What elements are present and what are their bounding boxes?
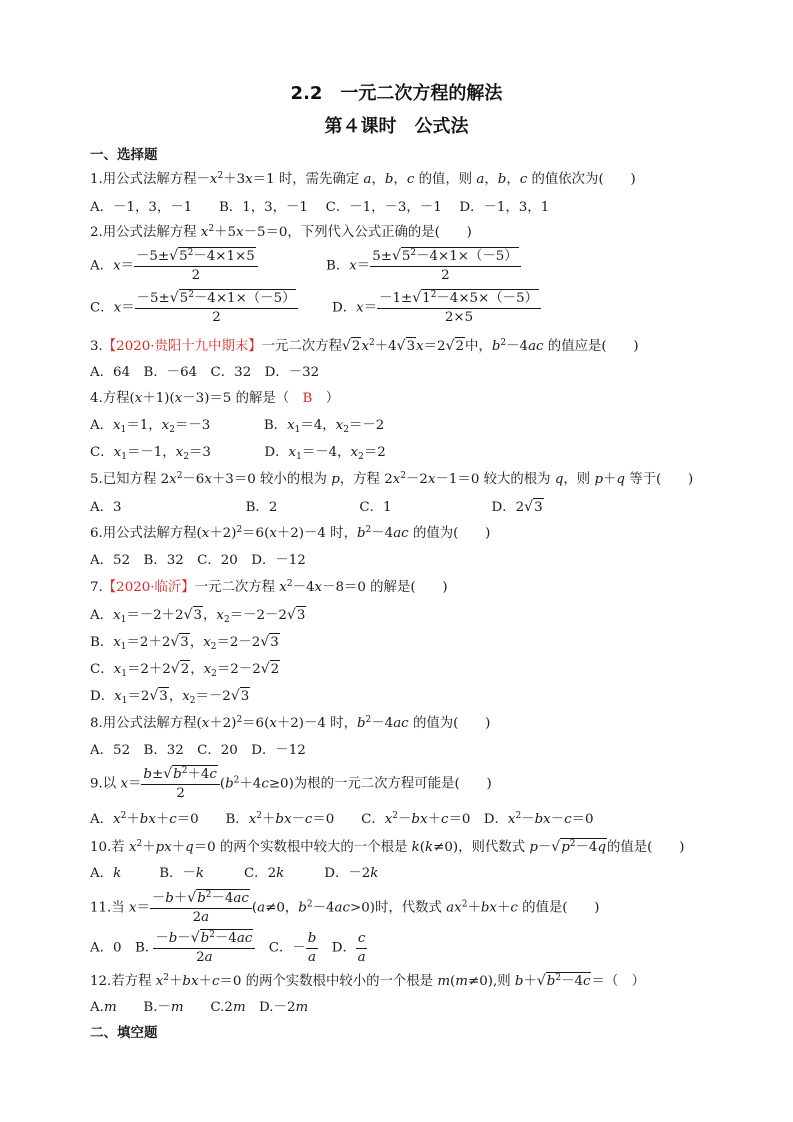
question-4: 4.方程(x＋1)(x－3)＝5 的解是（ B ）: [90, 391, 340, 406]
question-8-options: A．52 B．32 C．20 D．－12: [90, 743, 306, 758]
question-10-options: A．k B．－k C．2k D．－2k: [90, 866, 379, 881]
question-6-options: A．52 B．32 C．20 D．－12: [90, 553, 306, 568]
question-7-option-d: D．$x_1=2√3$，$x_2=-2√3$: [90, 688, 250, 706]
section-fill-heading: 二、填空题: [90, 1025, 158, 1041]
source-tag-q7: 【2020·临沂】: [102, 580, 195, 595]
question-12-options: A.m B.－m C.2m D.－2m: [90, 1000, 309, 1015]
question-7: 7.【2020·临沂】一元二次方程 $x^2-4x-8=0$ 的解是( ): [90, 579, 448, 595]
question-12: 12.若方程 $x^2+bx+c=0$ 的两个实数根中较小的一个根是 m(m≠0),则 $b+√b^2-4c=$（ ）: [90, 973, 646, 989]
question-1: 1.用公式法解方程$-x^2+3x=1$ 时，需先确定 a，b，c 的值，则 a，b，c 的值依次为( ): [90, 171, 636, 187]
answer-q4: B: [302, 391, 313, 406]
question-3: 3.【2020·贵阳十九中期末】一元二次方程$√2x^2+4√3x=2√2$中，$b^2-4ac$ 的值应是( ): [90, 338, 639, 354]
question-8: 8.用公式法解方程$(x+2)^2=6(x+2)-4$ 时，$b^2-4ac$ 的值为( ): [90, 715, 491, 731]
question-7-option-c: C．$x_1=2+2√2$，$x_2=2-2√2$: [90, 661, 280, 679]
question-5: 5.已知方程 $2x^2-6x+3=0$ 较小的根为 p，方程 $2x^2-2x-1=0$ 较大的根为 q，则 p＋q 等于( ): [90, 471, 694, 487]
section-choice-heading: 一、选择题: [90, 147, 158, 163]
question-6: 6.用公式法解方程$(x+2)^2=6(x+2)-4$ 时，$b^2-4ac$ 的值为( ): [90, 525, 491, 541]
question-5-options: A．3 B．2 C．1 D．2√3: [90, 499, 543, 515]
question-4-options-ab: A．$x_1=1$，$x_2=-3$ B．$x_1=4$，$x_2=-2$: [90, 418, 385, 435]
page-title: 2.2 一元二次方程的解法: [290, 83, 503, 104]
question-2-option-b: B．x＝ $\frac{5\pm√5^2-4\times 1\times(-5)}{2}$: [326, 248, 521, 284]
question-11: 11.当 x＝ $\frac{-b+√b^2-4ac}{2a}$ (a≠0，$b^2-4ac>0$)时，代数式 $ax^2+bx+c$ 的值是( ): [90, 890, 600, 925]
question-2-option-c: C．x＝ $\frac{-5\pm√5^2-4\times 1\times(-5)}{2}$: [90, 290, 298, 326]
question-11-options: A．0 B. $\frac{-b-√b^2-4ac}{2a}$ C．－ $\frac{b}{a}$ D． $\frac{c}{a}$: [90, 930, 366, 965]
question-9: 9.以 x＝ $\frac{b\pm√b^2+4c}{2}$ $(b^2+4c\ge 0)$为根的一元二次方程可能是( ): [90, 766, 492, 801]
question-2: 2.用公式法解方程 $x^2+5x-5=0$，下列代入公式正确的是( ): [90, 224, 472, 240]
question-3-options: A．64 B．－64 C．32 D．－32: [90, 365, 320, 380]
question-7-option-b: B．$x_1=2+2√3$，$x_2=2-2√3$: [90, 634, 279, 652]
question-4-options-cd: C．$x_1=-1$，$x_2=3$ D．$x_1=-4$，$x_2=2$: [90, 445, 386, 462]
question-2-option-a: A．x＝ $\frac{-5\pm√5^2-4\times 1\times 5}{2}$: [90, 248, 258, 284]
question-1-options: A．－1，3，－1 B．1，3，－1 C．－1，－3，－1 D．－1，3，1: [90, 200, 550, 215]
page-subtitle: 第４课时 公式法: [324, 116, 469, 137]
source-tag-q3: 【2020·贵阳十九中期末】: [102, 339, 262, 354]
question-10: 10.若 $x^2+px+q=0$ 的两个实数根中较大的一个根是 k(k≠0)，则代数式 $p-√p^2-4q$的值是( ): [90, 839, 685, 855]
question-7-option-a: A．$x_1=-2+2√3$，$x_2=-2-2√3$: [90, 607, 306, 625]
question-2-option-d: D．x＝ $\frac{-1\pm√1^2-4\times 5\times(-5)}{2\times 5}$: [332, 290, 541, 326]
question-9-options: A．$x^2+bx+c=0$ B．$x^2+bx-c=0$ C．$x^2-bx+c=0$ D．$x^2-bx-c=0$: [90, 811, 594, 827]
